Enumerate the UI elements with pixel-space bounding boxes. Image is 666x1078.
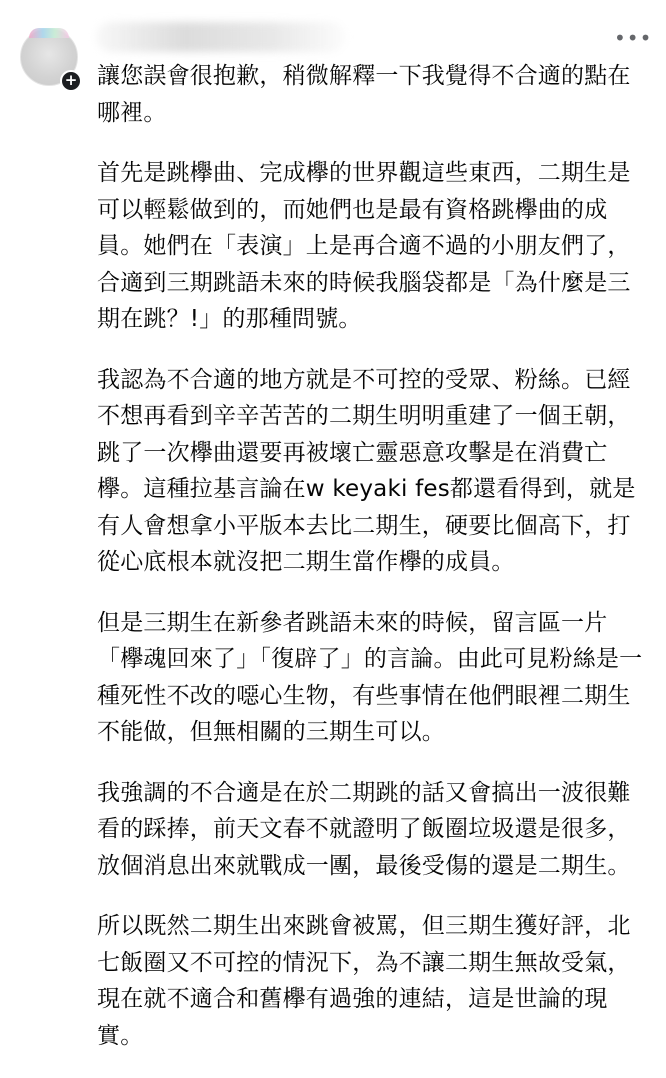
comment-paragraph-1: 讓您誤會很抱歉，稍微解釋一下我覺得不合適的點在哪裡。 [97, 63, 631, 126]
comment-paragraph-6: 所以既然二期生出來跳會被罵，但三期生獲好評，北七飯圈又不可控的情況下，為不讓二期生無故受氣，現在就不適合和舊欅有過強的連結，這是世論的現實。 [97, 913, 631, 1049]
comment-body [97, 58, 645, 1078]
comment-paragraph-3: 我認為不合適的地方就是不可控的受眾、粉絲。已經不想再看到辛辛苦苦的二期生明明重建了一個王朝，跳了一次欅曲還要再被壞亡靈惡意攻擊是在消費亡欅。這種拉基言論在w keyaki fes都還看得到，就是有人會想拿小平版本去比二期生，硬要比個高下，打從心底根本就沒把二期生當作欅的成員。 [97, 366, 636, 575]
more-horizontal-icon[interactable]: ••• [614, 26, 653, 50]
add-badge-icon: + [60, 70, 82, 92]
author-name-blurred[interactable] [96, 22, 346, 52]
comment-paragraph-5: 我強調的不合適是在於二期跳的話又會搞出一波很難看的踩捧，前天文春不就證明了飯圈垃圾還是很多，放個消息出來就戰成一團，最後受傷的還是二期生。 [97, 779, 631, 879]
comment-paragraph-4: 但是三期生在新參者跳語未來的時候，留言區一片「欅魂回來了」「復辟了」的言論。由此可見粉絲是一種死性不改的噁心生物，有些事情在他們眼裡二期生不能做，但無相關的三期生可以。 [97, 609, 643, 745]
avatar-container[interactable] [20, 28, 78, 89]
comment-paragraph-2: 首先是跳欅曲、完成欅的世界觀這些東西，二期生是可以輕鬆做到的，而她們也是最有資格跳欅曲的成員。她們在「表演」上是再合適不過的小朋友們了，合適到三期跳語未來的時候我腦袋都是「為什麼是三期在跳？!」的那種問號。 [97, 160, 631, 332]
